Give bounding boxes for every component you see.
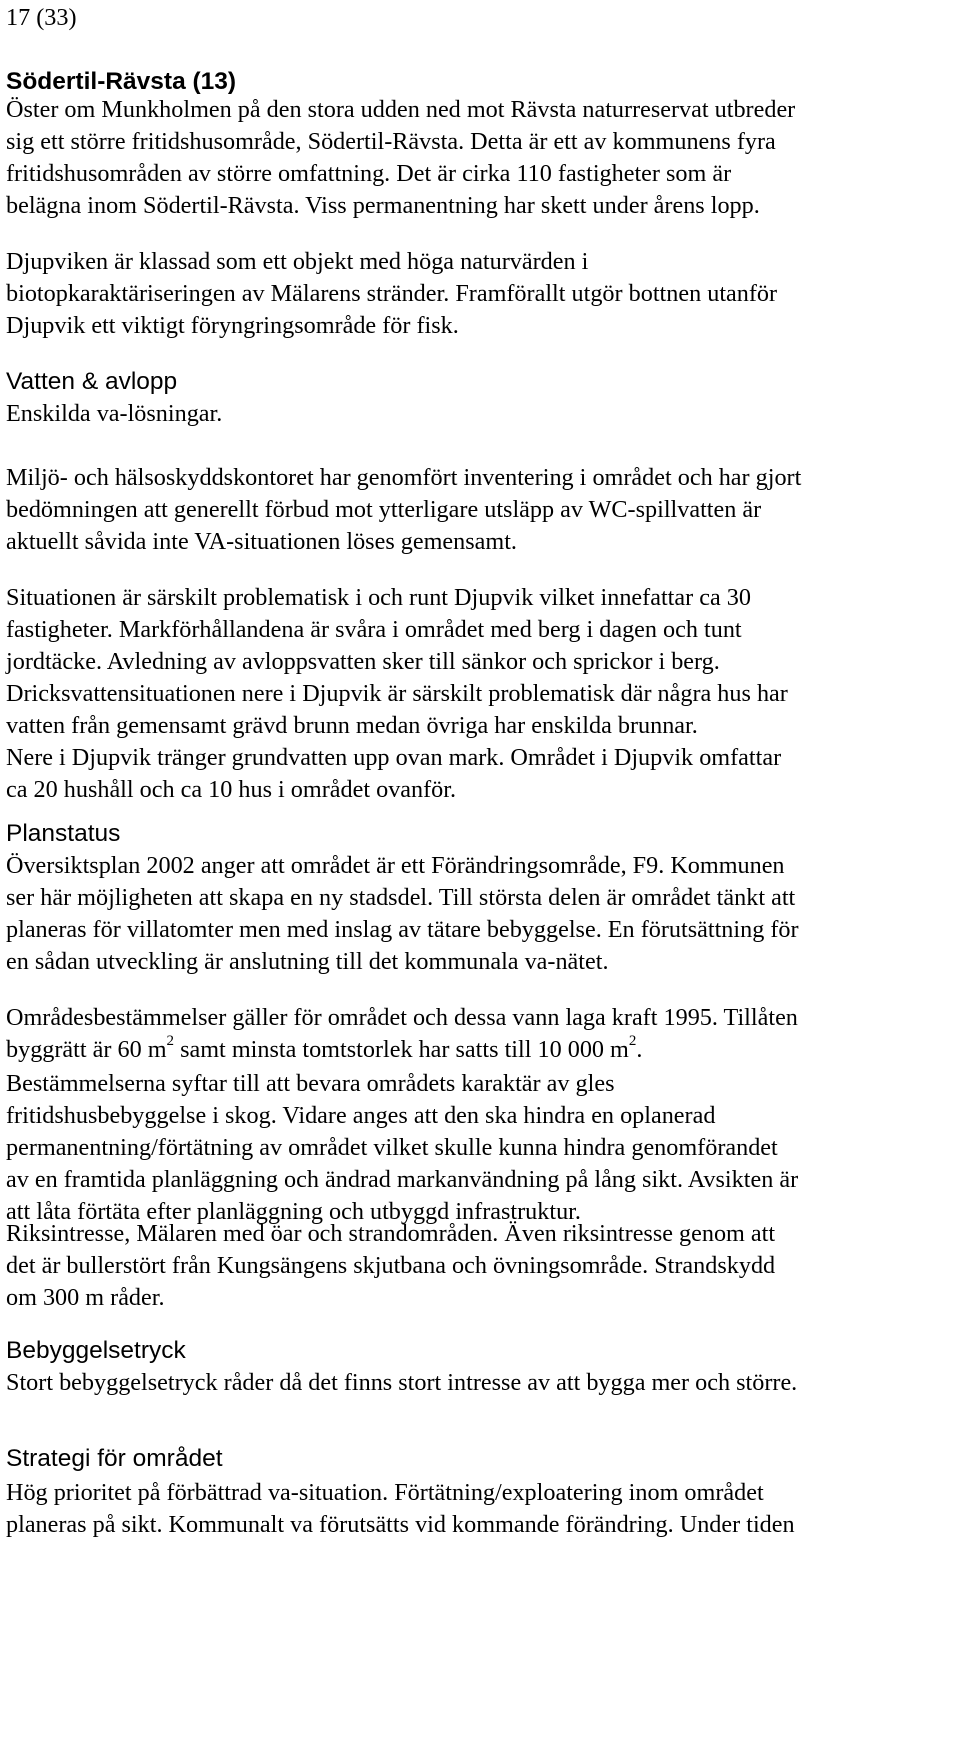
superscript: 2: [628, 1032, 637, 1049]
text-line: planeras för villatomter men med inslag av tätare bebyggelse. En förutsättning för: [6, 916, 799, 943]
heading-strategi: Strategi för området: [6, 1445, 223, 1472]
vatten-paragraph-2: [6, 462, 956, 558]
text-line: vatten från gemensamt grävd brunn medan övriga har enskilda brunnar.: [6, 712, 698, 739]
text-line: Stort bebyggelsetryck råder då det finns stort intresse av att bygga mer och större.: [6, 1369, 798, 1396]
vatten-paragraph-1: [6, 398, 956, 430]
vatten-paragraph-3: [6, 582, 956, 806]
text-line: Hög prioritet på förbättrad va-situation. Förtätning/exploatering inom området: [6, 1479, 764, 1506]
text-fragment: samt minsta tomtstorlek har satts till 10 000 m: [174, 1036, 629, 1063]
text-line: ca 20 hushåll och ca 10 hus i området ovanför.: [6, 776, 457, 803]
planstatus-paragraph-1: [6, 850, 956, 978]
text-line: jordtäcke. Avledning av avloppsvatten sker till sänkor och sprickor i berg.: [6, 648, 720, 675]
text-line: Bestämmelserna syftar till att bevara områdets karaktär av gles: [6, 1070, 615, 1097]
text-line: av en framtida planläggning och ändrad markanvändning på lång sikt. Avsikten är: [6, 1166, 799, 1193]
bebyggelsetryck-paragraph: [6, 1367, 956, 1399]
heading-planstatus: Planstatus: [6, 820, 121, 847]
text-line: bedömningen att generellt förbud mot ytterligare utsläpp av WC-spillvatten är: [6, 496, 762, 523]
text-line: fritidshusområden av större omfattning. Det är cirka 110 fastigheter som är: [6, 160, 732, 187]
text-line: permanentning/förtätning av området vilket skulle kunna hindra genomförandet: [6, 1134, 778, 1161]
text-line: ser här möjligheten att skapa en ny stadsdel. Till största delen är området tänkt att: [6, 884, 796, 911]
text-line: om 300 m råder.: [6, 1284, 165, 1311]
text-line: Nere i Djupvik tränger grundvatten upp ovan mark. Området i Djupvik omfattar: [6, 744, 782, 771]
text-line: Dricksvattensituationen nere i Djupvik är särskilt problematisk där några hus har: [6, 680, 788, 707]
text-fragment: byggrätt är 60 m: [6, 1036, 167, 1063]
text-line: belägna inom Södertil-Rävsta. Viss permanentning har skett under årens lopp.: [6, 192, 760, 219]
intro-paragraph: [6, 94, 956, 222]
text-line: det är bullerstört från Kungsängens skjutbana och övningsområde. Strandskydd: [6, 1252, 776, 1279]
text-fragment: .: [636, 1036, 643, 1063]
superscript: 2: [166, 1032, 175, 1049]
text-line: biotopkaraktäriseringen av Mälarens stränder. Framförallt utgör bottnen utanför: [6, 280, 778, 307]
djupviken-paragraph: [6, 246, 956, 342]
text-line: Öster om Munkholmen på den stora udden ned mot Rävsta naturreservat utbreder: [6, 96, 796, 123]
text-line: sig ett större fritidshusområde, Södertil-Rävsta. Detta är ett av kommunens fyra: [6, 128, 776, 155]
page-number: 17 (33): [6, 4, 77, 31]
section-title: Södertil-Rävsta (13): [6, 68, 237, 95]
text-line: planeras på sikt. Kommunalt va förutsätts vid kommande förändring. Under tiden: [6, 1511, 795, 1538]
heading-vatten-avlopp: Vatten & avlopp: [6, 368, 178, 395]
heading-bebyggelsetryck: Bebyggelsetryck: [6, 1337, 186, 1364]
text-line: att låta förtäta efter planläggning och utbyggd infrastruktur.: [6, 1198, 581, 1225]
text-line: Situationen är särskilt problematisk i och runt Djupvik vilket innefattar ca 30: [6, 584, 751, 611]
planstatus-paragraph-3: [6, 1218, 956, 1314]
text-line: Enskilda va-lösningar.: [6, 400, 223, 427]
text-line-with-superscripts: [6, 1034, 956, 1068]
planstatus-paragraph-2: [6, 1002, 956, 1228]
text-line: fastigheter. Markförhållandena är svåra i området med berg i dagen och tunt: [6, 616, 742, 643]
text-line: Djupvik ett viktigt föryngringsområde för fisk.: [6, 312, 459, 339]
text-line: Miljö- och hälsoskyddskontoret har genomfört inventering i området och har gjort: [6, 464, 802, 491]
text-line: Djupviken är klassad som ett objekt med höga naturvärden i: [6, 248, 589, 275]
text-line: en sådan utveckling är anslutning till det kommunala va-nätet.: [6, 948, 609, 975]
text-line: Områdesbestämmelser gäller för området och dessa vann laga kraft 1995. Tillåten: [6, 1004, 798, 1031]
text-line: fritidshusbebyggelse i skog. Vidare anges att den ska hindra en oplanerad: [6, 1102, 716, 1129]
text-line: aktuellt såvida inte VA-situationen löses gemensamt.: [6, 528, 517, 555]
strategi-paragraph: [6, 1477, 956, 1541]
text-line: Riksintresse, Mälaren med öar och strandområden. Även riksintresse genom att: [6, 1220, 776, 1247]
text-line: Översiktsplan 2002 anger att området är ett Förändringsområde, F9. Kommunen: [6, 852, 785, 879]
